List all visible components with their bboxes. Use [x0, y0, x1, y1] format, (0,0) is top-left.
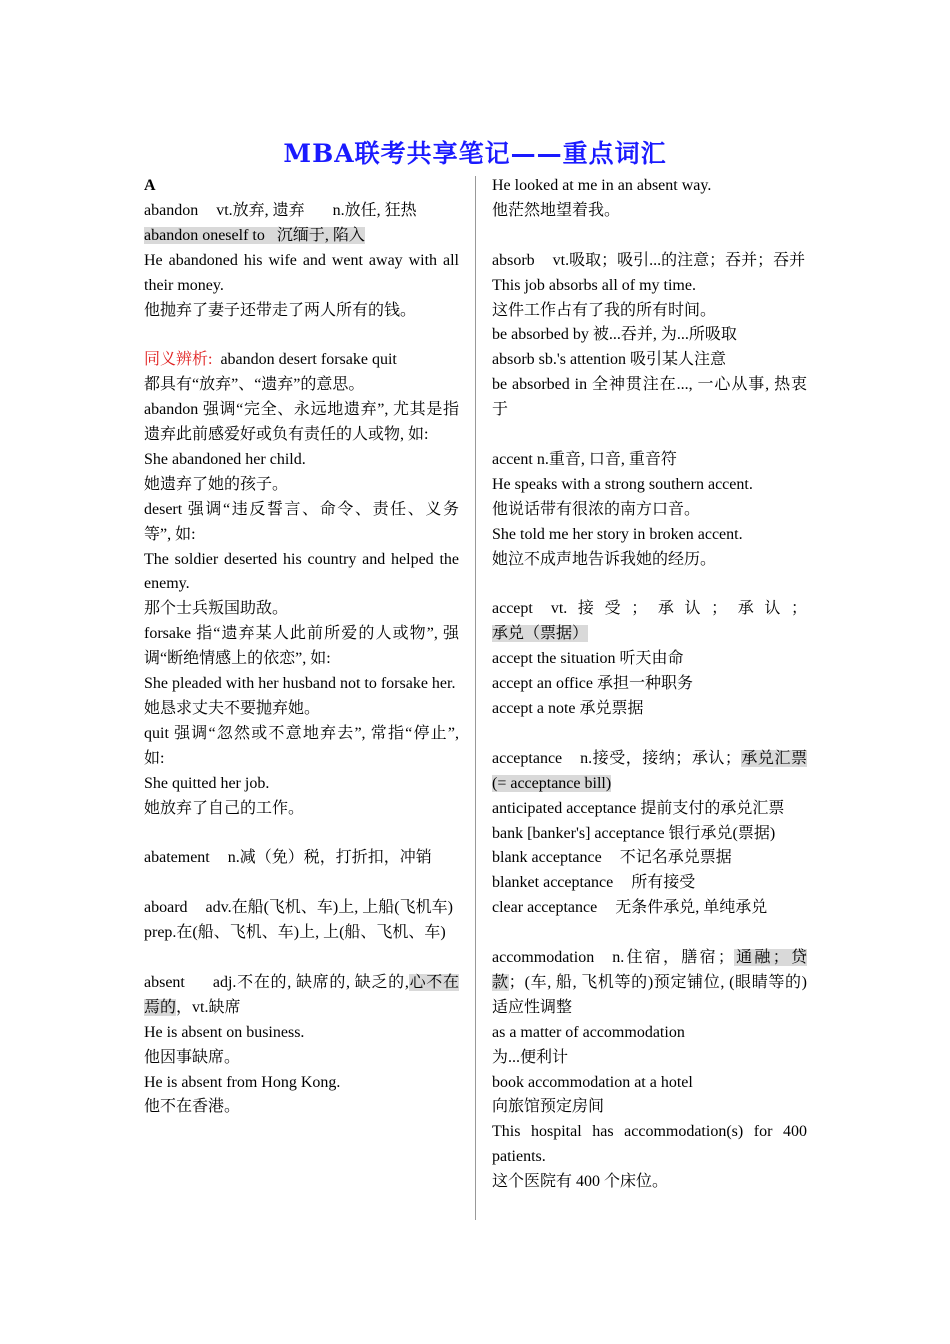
- definition: adv.在船(飞机、车)上, 上船(飞机车): [205, 899, 453, 917]
- headword: aboard: [144, 899, 188, 917]
- right-column: [492, 174, 807, 1195]
- entry-absorb: [492, 249, 807, 274]
- phrase: accept a note 承兑票据: [492, 699, 644, 717]
- example-zh: 她恳求丈夫不要抛弃她。: [144, 700, 321, 718]
- spacer: [144, 871, 459, 896]
- headword: absorb: [492, 251, 535, 269]
- example-en: This job absorbs all of my time.: [492, 276, 696, 294]
- spacer: [492, 572, 807, 597]
- example-en: He is absent from Hong Kong.: [144, 1073, 341, 1091]
- left-column: [144, 174, 459, 1120]
- entry-accept: [492, 597, 807, 647]
- example-zh: 他抛弃了妻子还带走了两人所有的钱。: [144, 301, 417, 319]
- example-en: This hospital has accommodation(s) for 400 patients.: [492, 1123, 807, 1166]
- phrase: bank [banker's] acceptance 银行承兑(票据): [492, 824, 776, 842]
- definition: vt.接受；承认；承认；: [550, 600, 807, 618]
- example-zh: 他说话带有很浓的南方口音。: [492, 500, 701, 518]
- example-en: She pleaded with her husband not to forsake her.: [144, 675, 456, 693]
- definition: n.放任, 狂热: [332, 201, 417, 219]
- headword: abatement: [144, 849, 210, 867]
- entry-accommodation: [492, 946, 807, 1021]
- definition: vt.吸取；吸引...的注意；吞并；吞并: [552, 251, 806, 269]
- phrase: blanket acceptance 所有接受: [492, 874, 696, 892]
- example-en: The soldier deserted his country and helped the enemy.: [144, 550, 459, 593]
- synonym-intro: 都具有“放弃”、“遗弃”的意思。: [144, 376, 365, 394]
- synonym-note: desert 强调“违反誓言、命令、责任、义务等”, 如:: [144, 500, 459, 543]
- section-heading: A: [144, 177, 156, 194]
- highlighted-definition: 承兑汇票 (= acceptance bill): [492, 749, 807, 792]
- highlighted-definition: 心不在焉的: [144, 973, 459, 1016]
- synonym-note: forsake 指“遗弃某人此前所爱的人或物”, 强调“断绝情感上的依恋”, 如:: [144, 625, 459, 668]
- phrase: book accommodation at a hotel: [492, 1073, 693, 1091]
- synonym-note: abandon 强调“完全、永远地遗弃”, 尤其是指遗弃此前感爱好或负有责任的人或物, 如:: [144, 401, 459, 444]
- spacer: [492, 423, 807, 448]
- highlighted-phrase: abandon oneself to 沉缅于, 陷入: [144, 226, 365, 244]
- example-en: She abandoned her child.: [144, 450, 306, 468]
- headword: acceptance: [492, 749, 563, 767]
- headword: absent: [144, 973, 185, 991]
- phrase: absorb sb.'s attention 吸引某人注意: [492, 351, 726, 369]
- definition: n.住宿，膳宿；: [612, 949, 734, 967]
- example-zh: 这件工作占有了我的所有时间。: [492, 301, 717, 319]
- example-zh: 他不在香港。: [144, 1098, 241, 1116]
- phrase: anticipated acceptance 提前支付的承兑汇票: [492, 799, 785, 817]
- entry-acceptance: [492, 747, 807, 797]
- definition: adj.不在的, 缺席的, 缺乏的,: [212, 973, 409, 991]
- definition: n.减（免）税，打折扣，冲销: [227, 849, 432, 867]
- example-zh: 他因事缺席。: [144, 1048, 241, 1066]
- example-en: He looked at me in an absent way.: [492, 177, 712, 194]
- phrase: be absorbed by 被...吞并, 为...所吸取: [492, 326, 737, 344]
- example-en: He abandoned his wife and went away with all their money.: [144, 251, 459, 294]
- phrase: [144, 224, 459, 249]
- definition: n.接受，接纳；承认；: [580, 749, 741, 767]
- example-zh: 那个士兵叛国助敌。: [144, 600, 289, 618]
- spacer: [492, 921, 807, 946]
- spacer: [492, 722, 807, 747]
- example-en: He speaks with a strong southern accent.: [492, 475, 753, 493]
- phrase: accept the situation 听天由命: [492, 650, 684, 668]
- phrase: blank acceptance 不记名承兑票据: [492, 849, 732, 867]
- synonym-note: quit 强调“忽然或不意地弃去”, 常指“停止”, 如:: [144, 724, 459, 767]
- page-title: MBA联考共享笔记——重点词汇: [283, 139, 667, 168]
- column-divider: [475, 176, 476, 1220]
- definition: ；(车, 船, 飞机等的)预定铺位, (眼睛等的)适应性调整: [492, 973, 807, 1016]
- example-zh: 她泣不成声地告诉我她的经历。: [492, 550, 717, 568]
- example-en: She quitted her job.: [144, 774, 270, 792]
- headword: abandon: [144, 201, 199, 219]
- phrase-zh: 向旅馆预定房间: [492, 1098, 605, 1116]
- phrase: clear acceptance 无条件承兑, 单纯承兑: [492, 899, 768, 917]
- highlighted-definition: 通融；贷款: [492, 949, 807, 991]
- entry-absent: [144, 971, 459, 1021]
- synonym-heading: [144, 348, 459, 373]
- headword: accommodation: [492, 949, 595, 967]
- entry-abatement: [144, 846, 459, 871]
- entry-aboard: [144, 896, 459, 921]
- spacer: [492, 224, 807, 249]
- spacer: [144, 946, 459, 971]
- definition: ，vt.缺席: [176, 998, 241, 1016]
- spacer: [144, 323, 459, 348]
- example-zh: 这个医院有 400 个床位。: [492, 1173, 669, 1191]
- definition: vt.放弃, 遗弃: [216, 201, 305, 219]
- example-en: She told me her story in broken accent.: [492, 525, 743, 543]
- headword: accept: [492, 600, 533, 618]
- synonym-label: 同义辨析:: [144, 351, 213, 369]
- phrase-zh: 为...便利计: [492, 1048, 569, 1066]
- example-zh: 她放弃了自己的工作。: [144, 799, 305, 817]
- example-zh: 她遗弃了她的孩子。: [144, 475, 289, 493]
- highlighted-definition: 承兑（票据）: [492, 625, 589, 643]
- example-zh: 他茫然地望着我。: [492, 201, 621, 219]
- phrase: be absorbed in 全神贯注在..., 一心从事, 热衷于: [492, 376, 807, 419]
- phrase: accept an office 承担一种职务: [492, 675, 693, 693]
- definition: prep.在(船、飞机、车)上, 上(船、飞机、车): [144, 924, 446, 942]
- synonym-words: abandon desert forsake quit: [220, 351, 397, 369]
- entry-abandon: [144, 199, 459, 224]
- phrase: as a matter of accommodation: [492, 1023, 685, 1041]
- spacer: [144, 822, 459, 847]
- example-en: He is absent on business.: [144, 1023, 305, 1041]
- entry-accent: accent n.重音, 口音, 重音符: [492, 450, 677, 468]
